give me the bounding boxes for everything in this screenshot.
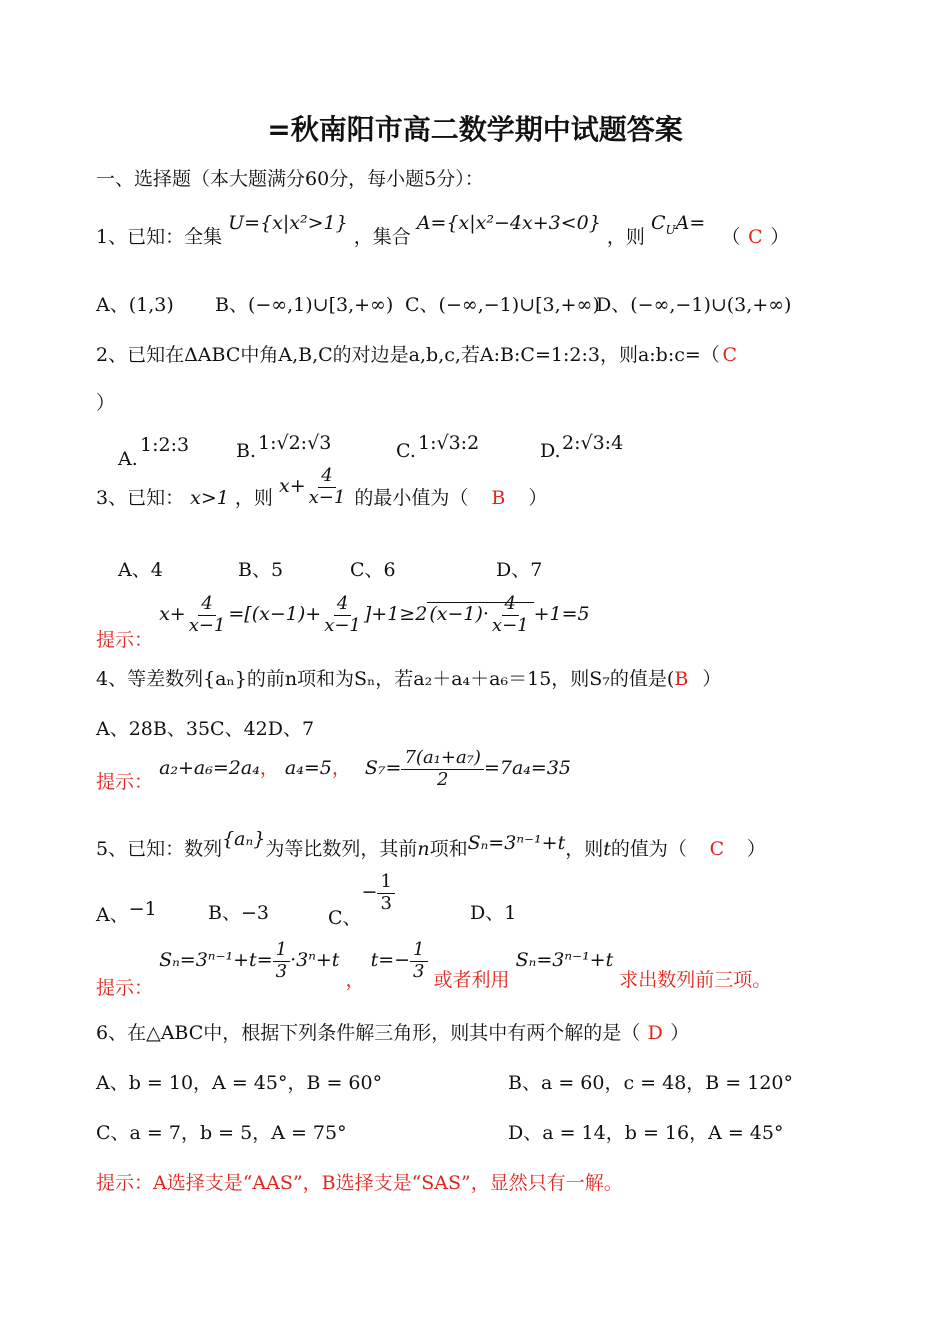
q1-expr-tail: A= xyxy=(675,212,706,234)
q2-option-c: 1:√3:2 xyxy=(418,432,480,454)
q1-set-u: U={x|x²>1} xyxy=(228,212,348,234)
q2-text: 2、已知在ΔABC中角A,B,C的对边是a,b,c,若A:B:C=1:2:3，则a:b:c=（ xyxy=(96,344,720,366)
q3-prefix: 3、已知： xyxy=(96,487,185,510)
question-6: 6、在△ABC中，根据下列条件解三角形，则其中有两个解的是（ D ） xyxy=(96,1022,690,1044)
q3-then: ，则 xyxy=(234,487,273,510)
q5-answer: C xyxy=(709,838,725,860)
q3-hint-a: x+ xyxy=(159,603,186,626)
question-2 xyxy=(96,340,890,367)
q1-option-b: B、(−∞,1)∪[3,+∞) xyxy=(215,294,394,316)
q2-option-a: 1:2:3 xyxy=(140,434,190,456)
q6-option-d: D、a = 14，b = 16，A = 45° xyxy=(508,1122,784,1144)
question-3 xyxy=(96,465,890,520)
q2-answer: C xyxy=(722,344,738,366)
q4-text: 4、等差数列{aₙ}的前n项和为Sₙ，若a₂＋a₄＋a₆＝15，则S₇的值是( xyxy=(96,668,675,690)
q1-mid: ，集合 xyxy=(353,226,411,248)
q3-expr-num: 4 xyxy=(318,466,335,488)
q2-close: ） xyxy=(96,392,116,414)
q3-option-d: D、7 xyxy=(496,559,543,581)
q4-options: A、28B、35C、42D、7 xyxy=(96,718,315,740)
q3-suffix: 的最小值为（ xyxy=(354,487,469,510)
q3-option-c: C、6 xyxy=(350,559,396,581)
q5-option-a: A、−1 xyxy=(96,898,157,926)
q4-hint: 提示： a₂+a₆=2a₄， a₄=5， S₇= $\frac{\text{7(a₁+a₇)}}{2}$ =7a₄=35 xyxy=(96,747,572,794)
q3-hint-label: 提示： xyxy=(96,629,154,652)
q5-option-c: C、− $\frac{1}{3}$ xyxy=(328,872,395,914)
q1-expr: C xyxy=(650,212,666,234)
q3-condition: x>1 xyxy=(190,487,229,510)
q2-option-b-label: B. xyxy=(236,440,257,462)
q2-option-d: 2:√3:4 xyxy=(562,432,624,454)
q6-option-b: B、a = 60，c = 48，B = 120° xyxy=(508,1072,794,1094)
question-1: 1、已知：全集 U={x|x²>1} ，集合 A={x|x²−4x+3<0} ，则 $C_UA=$ （ C ） xyxy=(96,212,790,248)
q6-hint: 提示：A选择支是“AAS”，B选择支是“SAS”，显然只有一解。 xyxy=(96,1172,623,1194)
q1-option-a: A、(1,3) xyxy=(96,294,174,316)
q2-option-b: 1:√2:√3 xyxy=(258,432,332,454)
page-title: =秋南阳市高二数学期中试题答案 xyxy=(267,113,683,146)
q3-close: ） xyxy=(528,487,548,510)
section-heading: 一、选择题（本大题满分60分，每小题5分）： xyxy=(96,168,484,190)
q1-option-c: C、(−∞,−1)∪[3,+∞) xyxy=(405,294,600,316)
q1-option-d: D、(−∞,−1)∪(3,+∞) xyxy=(596,294,792,316)
q1-set-a: A={x|x²−4x+3<0} xyxy=(416,212,601,234)
question-4: 4、等差数列{aₙ}的前n项和为Sₙ，若a₂＋a₄＋a₆＝15，则S₇的值是(B ） xyxy=(96,668,722,690)
q1-prefix: 1、已知：全集 xyxy=(96,226,223,248)
q3-hint: 提示： x+ $\frac{4}{x-1}$ =[(x−1)+ $\frac{4}{x-1}$ ]+1≥2 (x−1)· $\frac{4}{x-1}$ +1=5 xyxy=(96,593,590,652)
question-5: 5、已知：数列{aₙ}为等比数列，其前n项和Sₙ=3ⁿ⁻¹+t，则t的值为（ C ） xyxy=(96,828,766,860)
q3-option-b: B、5 xyxy=(238,559,284,581)
q2-option-d-label: D. xyxy=(540,440,561,462)
q1-answer: C xyxy=(748,226,763,248)
q2-option-a-label: A. xyxy=(118,448,138,470)
q2-option-c-label: C. xyxy=(396,440,416,462)
q1-expr-sub: U xyxy=(665,222,676,237)
q3-expr-x: x+ xyxy=(278,475,306,498)
q5-option-b: B、−3 xyxy=(208,902,269,924)
q3-option-a: A、4 xyxy=(118,559,163,581)
q5-option-d: D、1 xyxy=(470,902,517,924)
q5-hint: 提示： Sₙ=3ⁿ⁻¹+t= $\frac{1}{3}$ ·3ⁿ+t ， t=− $\frac{1}{3}$ 或者利用 Sₙ=3ⁿ⁻¹+t 求出数列前三项。 xyxy=(96,939,772,1000)
q6-option-c: C、a = 7，b = 5，A = 75° xyxy=(96,1122,347,1144)
q3-expr-den: x−1 xyxy=(308,486,346,508)
q4-answer: B xyxy=(674,668,689,690)
q3-answer: B xyxy=(491,487,506,510)
q6-option-a: A、b = 10，A = 45°，B = 60° xyxy=(96,1072,383,1094)
q6-answer: D xyxy=(647,1022,663,1044)
q1-then: ，则 xyxy=(606,226,645,248)
